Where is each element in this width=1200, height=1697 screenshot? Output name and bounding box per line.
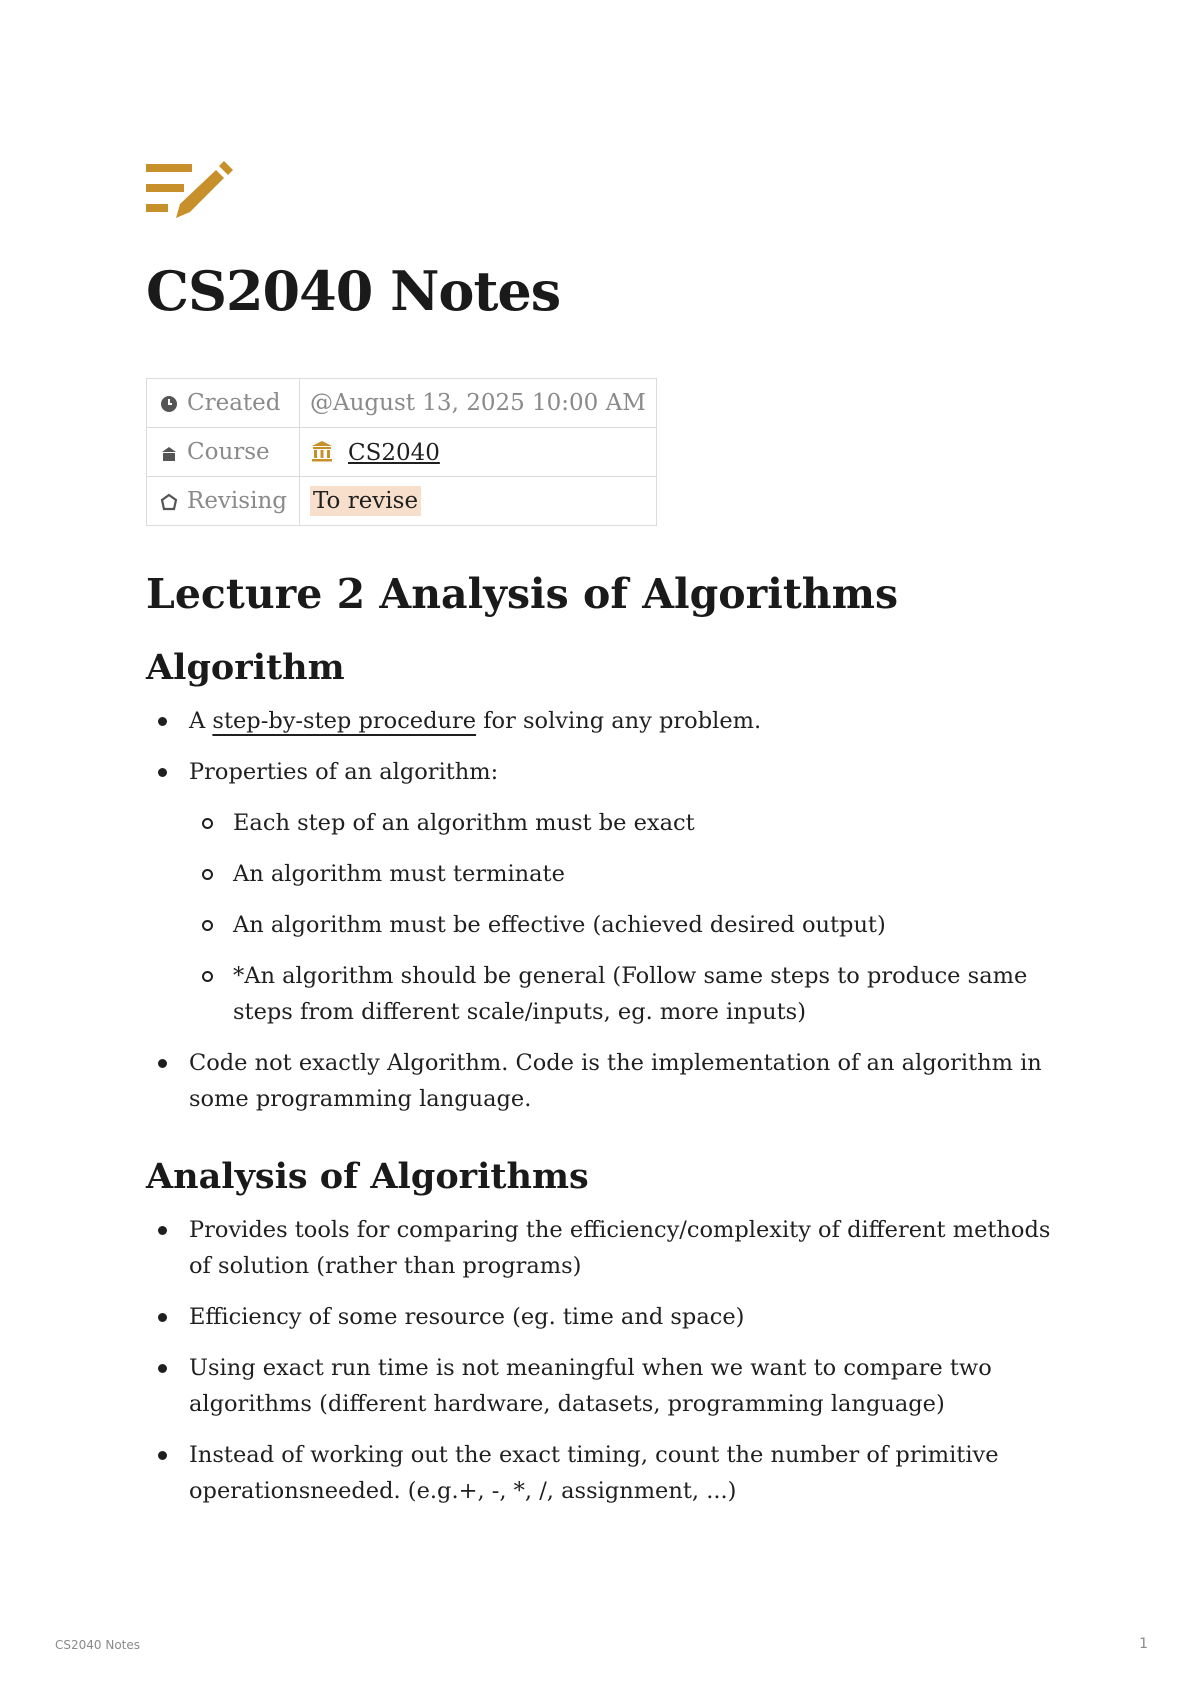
algorithm-list <box>146 703 1076 1117</box>
sub-list-item: An algorithm must be effective (achieved desired output) <box>189 907 1076 943</box>
underlined-phrase: step-by-step procedure <box>212 708 477 735</box>
clock-icon <box>159 394 179 414</box>
status-badge[interactable]: To revise <box>310 486 421 516</box>
list-item: Using exact run time is not meaningful when we want to compare two algorithms (different hardware, datasets, programming language) <box>146 1350 1076 1422</box>
list-item: A step-by-step procedure for solving any problem. <box>146 703 1076 739</box>
section-heading-algorithm: Algorithm <box>146 647 345 689</box>
list-item: Code not exactly Algorithm. Code is the implementation of an algorithm in some programming language. <box>146 1045 1076 1117</box>
list-item: Properties of an algorithm: Each step of an algorithm must be exact An algorithm must terminate An algorithm must be effective (achieved desired output) *An algorithm should be general (Follow same steps to produce same steps from different scale/inputs, eg. more inputs) <box>146 754 1076 1030</box>
course-link[interactable]: CS2040 <box>347 439 440 466</box>
page-body <box>146 570 1076 1524</box>
list-item: Efficiency of some resource (eg. time and space) <box>146 1299 1076 1335</box>
sub-list-item: *An algorithm should be general (Follow same steps to produce same steps from different scale/inputs, eg. more inputs) <box>189 958 1076 1030</box>
property-value-course[interactable] <box>299 428 656 477</box>
properties-table <box>146 378 657 526</box>
property-value-created[interactable]: @August 13, 2025 10:00 AM <box>299 379 656 428</box>
property-value-revising[interactable] <box>299 477 656 526</box>
footer-title: CS2040 Notes <box>55 1638 141 1652</box>
note-edit-icon <box>146 160 236 222</box>
lecture-heading: Lecture 2 Analysis of Algorithms <box>146 570 899 618</box>
list-item: Instead of working out the exact timing, count the number of primitive operationsneeded. (e.g.+, -, *, /, assignment, ...) <box>146 1437 1076 1509</box>
bank-icon <box>310 439 334 463</box>
book-icon <box>159 443 179 463</box>
section-heading-analysis: Analysis of Algorithms <box>146 1156 589 1198</box>
analysis-list <box>146 1212 1076 1509</box>
properties-sublist <box>189 805 1076 1030</box>
property-key-created: Created <box>147 379 300 428</box>
property-row-course <box>147 428 657 477</box>
list-item: Provides tools for comparing the efficiency/complexity of different methods of solution (rather than programs) <box>146 1212 1076 1284</box>
property-row-created <box>147 379 657 428</box>
property-key-revising: Revising <box>147 477 300 526</box>
sub-list-item: Each step of an algorithm must be exact <box>189 805 1076 841</box>
property-key-course: Course <box>147 428 300 477</box>
sub-list-item: An algorithm must terminate <box>189 856 1076 892</box>
status-icon <box>159 492 179 512</box>
page-title: CS2040 Notes <box>146 259 561 323</box>
property-row-revising <box>147 477 657 526</box>
page-number: 1 <box>1139 1636 1148 1652</box>
